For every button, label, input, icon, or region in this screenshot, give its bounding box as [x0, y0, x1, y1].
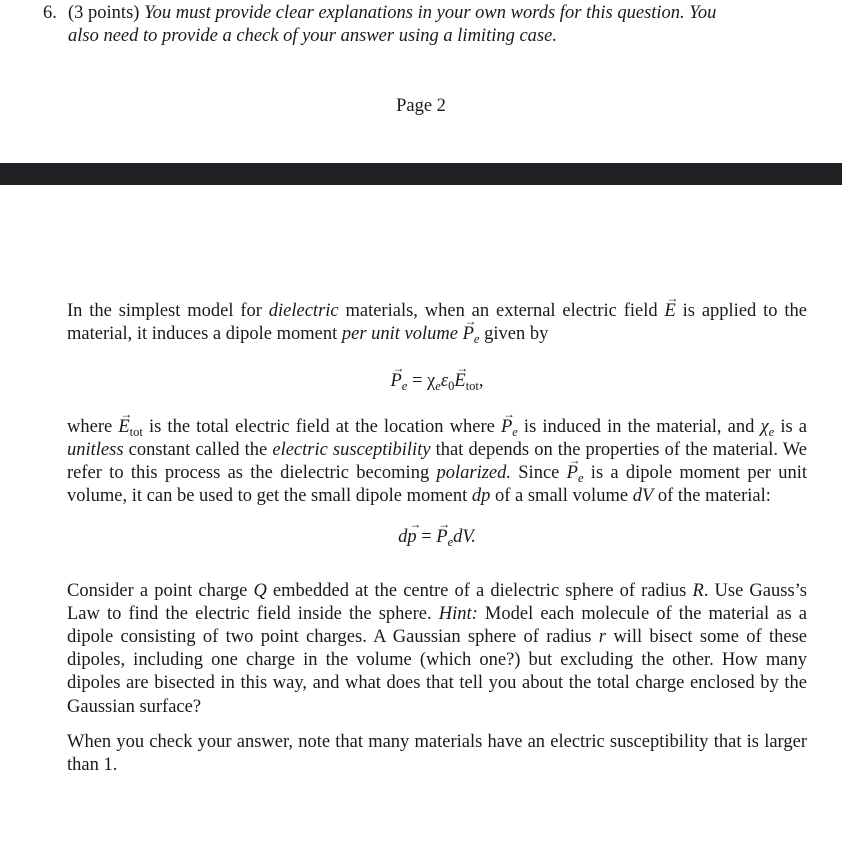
paragraph-dielectric-intro: In the simplest model for dielectric materials, when an external electric field → E is applied to the material, it induces a dipole moment per unit volume → $P_e$ given by	[67, 300, 807, 346]
question-line-1	[43, 2, 813, 25]
question-number: 6.	[43, 3, 57, 23]
paragraph-point-charge: Consider a point charge Q embedded at the centre of a dielectric sphere of radius R. Use Gauss’s Law to find the electric field inside the sphere. Hint: Model each molecule of the material as a dipole consisting of two point charges. A Gaussian sphere of radius r will bisect some of these dipoles, including one charge in the volume (which one?) but excluding the other. How many dipoles are bisected in this way, and what does that tell you about the total charge enclosed by the Gaussian surface?	[67, 580, 807, 717]
equation-polarization: → $P_e = \chi_e\varepsilon_0\to E_{tot}$,	[67, 370, 807, 393]
page-separator-bar	[0, 163, 842, 185]
question-instruction-line2: also need to provide a check of your answer using a limiting case.	[68, 26, 557, 46]
question-points: (3 points)	[68, 3, 140, 23]
question-instruction-line1: You must provide clear explanations in your own words for this question. You	[144, 3, 717, 23]
page-label: Page 2	[396, 96, 446, 116]
paragraph-check-note: When you check your answer, note that many materials have an electric susceptibility that is larger than 1.	[67, 731, 807, 776]
question-header	[43, 2, 813, 48]
question-line-2	[43, 25, 813, 48]
problem-text	[67, 300, 807, 777]
paragraph-susceptibility: where → $E_{tot}$ is the total electric field at the location where → $P_e$ is induced in the material, and $\chi_e$ is a unitless constant called the electric susceptibility that depends on the properties of the material. We refer to this process as the dielectric becoming polarized. Since → $P_e$ is a dipole moment per unit volume, it can be used to get the small dipole moment dp of a small volume dV of the material:	[67, 416, 807, 509]
equation-dipole-moment: d→ p = → $P_edV$.	[67, 526, 807, 549]
